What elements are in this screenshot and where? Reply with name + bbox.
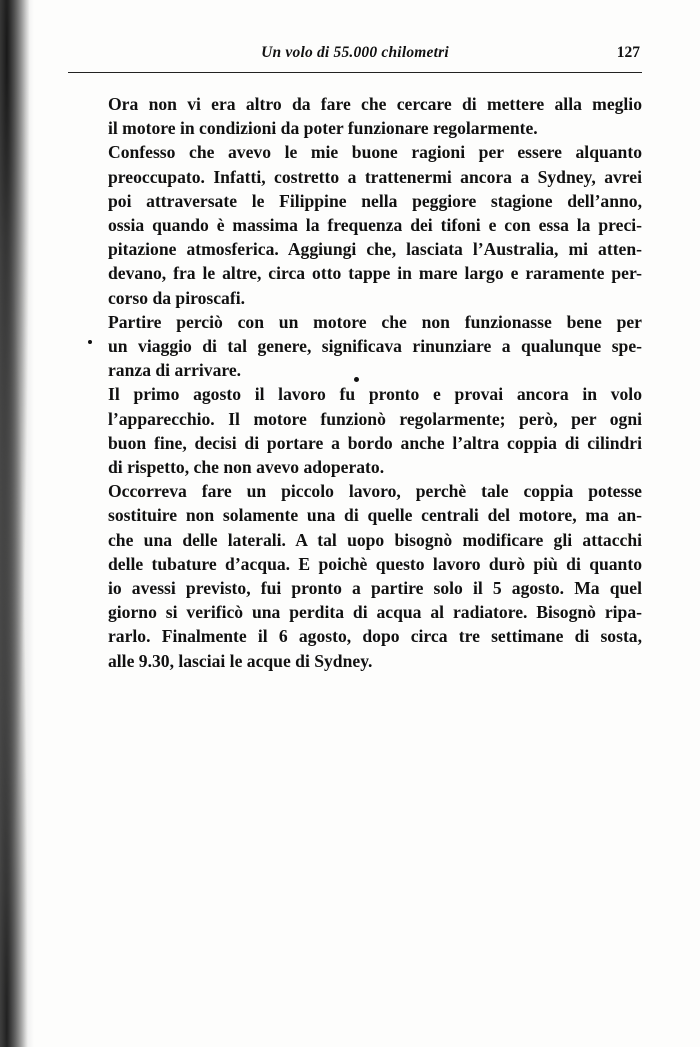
text-line: di rispetto, che non avevo adoperato. xyxy=(108,457,385,478)
text-line: pitazione atmosferica. Aggiungi che, lasciata l’Australia, mi atten- xyxy=(108,239,642,260)
running-header xyxy=(68,44,642,73)
text-line: alle 9.30, lasciai le acque di Sydney. xyxy=(108,650,373,671)
text-line: Ora non vi era altro da fare che cercare di mettere alla meglio xyxy=(108,94,642,114)
text-line: io avessi previsto, fui pronto a partire solo il 5 agosto. Ma quel xyxy=(108,578,642,599)
text-line: Partire perciò con un motore che non funzionasse bene per xyxy=(108,311,642,332)
paragraph-1 xyxy=(68,92,642,140)
text-line: Occorreva fare un piccolo lavoro, perchè tale coppia potesse xyxy=(108,481,642,502)
text-line: l’apparecchio. Il motore funzionò regolarmente; però, per ogni xyxy=(108,408,642,429)
body-text xyxy=(68,92,642,673)
text-line: Confesso che avevo le mie buone ragioni per essere alquanto xyxy=(108,142,642,163)
text-line: buon fine, decisi di portare a bordo anche l’altra coppia di cilindri xyxy=(108,432,642,453)
text-line: che una delle laterali. A tal uopo bisognò modificare gli attacchi xyxy=(108,529,642,550)
running-title: Un volo di 55.000 chilometri xyxy=(261,44,449,61)
page-number: 127 xyxy=(616,44,640,61)
paragraph-4 xyxy=(68,382,642,479)
ink-speck xyxy=(354,377,359,382)
ink-speck xyxy=(88,340,92,344)
text-line: il motore in condizioni da poter funzionare regolarmente. xyxy=(108,118,538,139)
text-line: giorno si verificò una perdita di acqua al radiatore. Bisognò ripa- xyxy=(108,602,642,623)
text-line: rarlo. Finalmente il 6 agosto, dopo circa tre settimane di sosta, xyxy=(108,626,642,647)
paragraph-2 xyxy=(68,140,642,309)
text-line: ossia quando è massima la frequenza dei tifoni e con essa la preci- xyxy=(108,215,642,236)
paragraph-3 xyxy=(68,310,642,383)
text-line: poi attraversate le Filippine nella peggiore stagione dell’anno, xyxy=(108,190,642,211)
paragraph-5 xyxy=(68,479,642,673)
text-line: devano, fra le altre, circa otto tappe in mare largo e raramente per- xyxy=(108,263,642,284)
text-line: sostituire non solamente una di quelle centrali del motore, ma an- xyxy=(108,505,642,526)
text-line: Il primo agosto il lavoro fu pronto e provai ancora in volo xyxy=(108,384,642,405)
text-line: ranza di arrivare. xyxy=(108,360,242,381)
text-line: un viaggio di tal genere, significava rinunziare a qualunque spe- xyxy=(108,336,642,357)
scan-edge-shadow xyxy=(0,0,34,1047)
text-line: preoccupato. Infatti, costretto a trattenermi ancora a Sydney, avrei xyxy=(108,166,642,187)
text-line: corso da piroscafi. xyxy=(108,287,245,308)
text-line: delle tubature d’acqua. E poichè questo lavoro durò più di quanto xyxy=(108,553,642,574)
